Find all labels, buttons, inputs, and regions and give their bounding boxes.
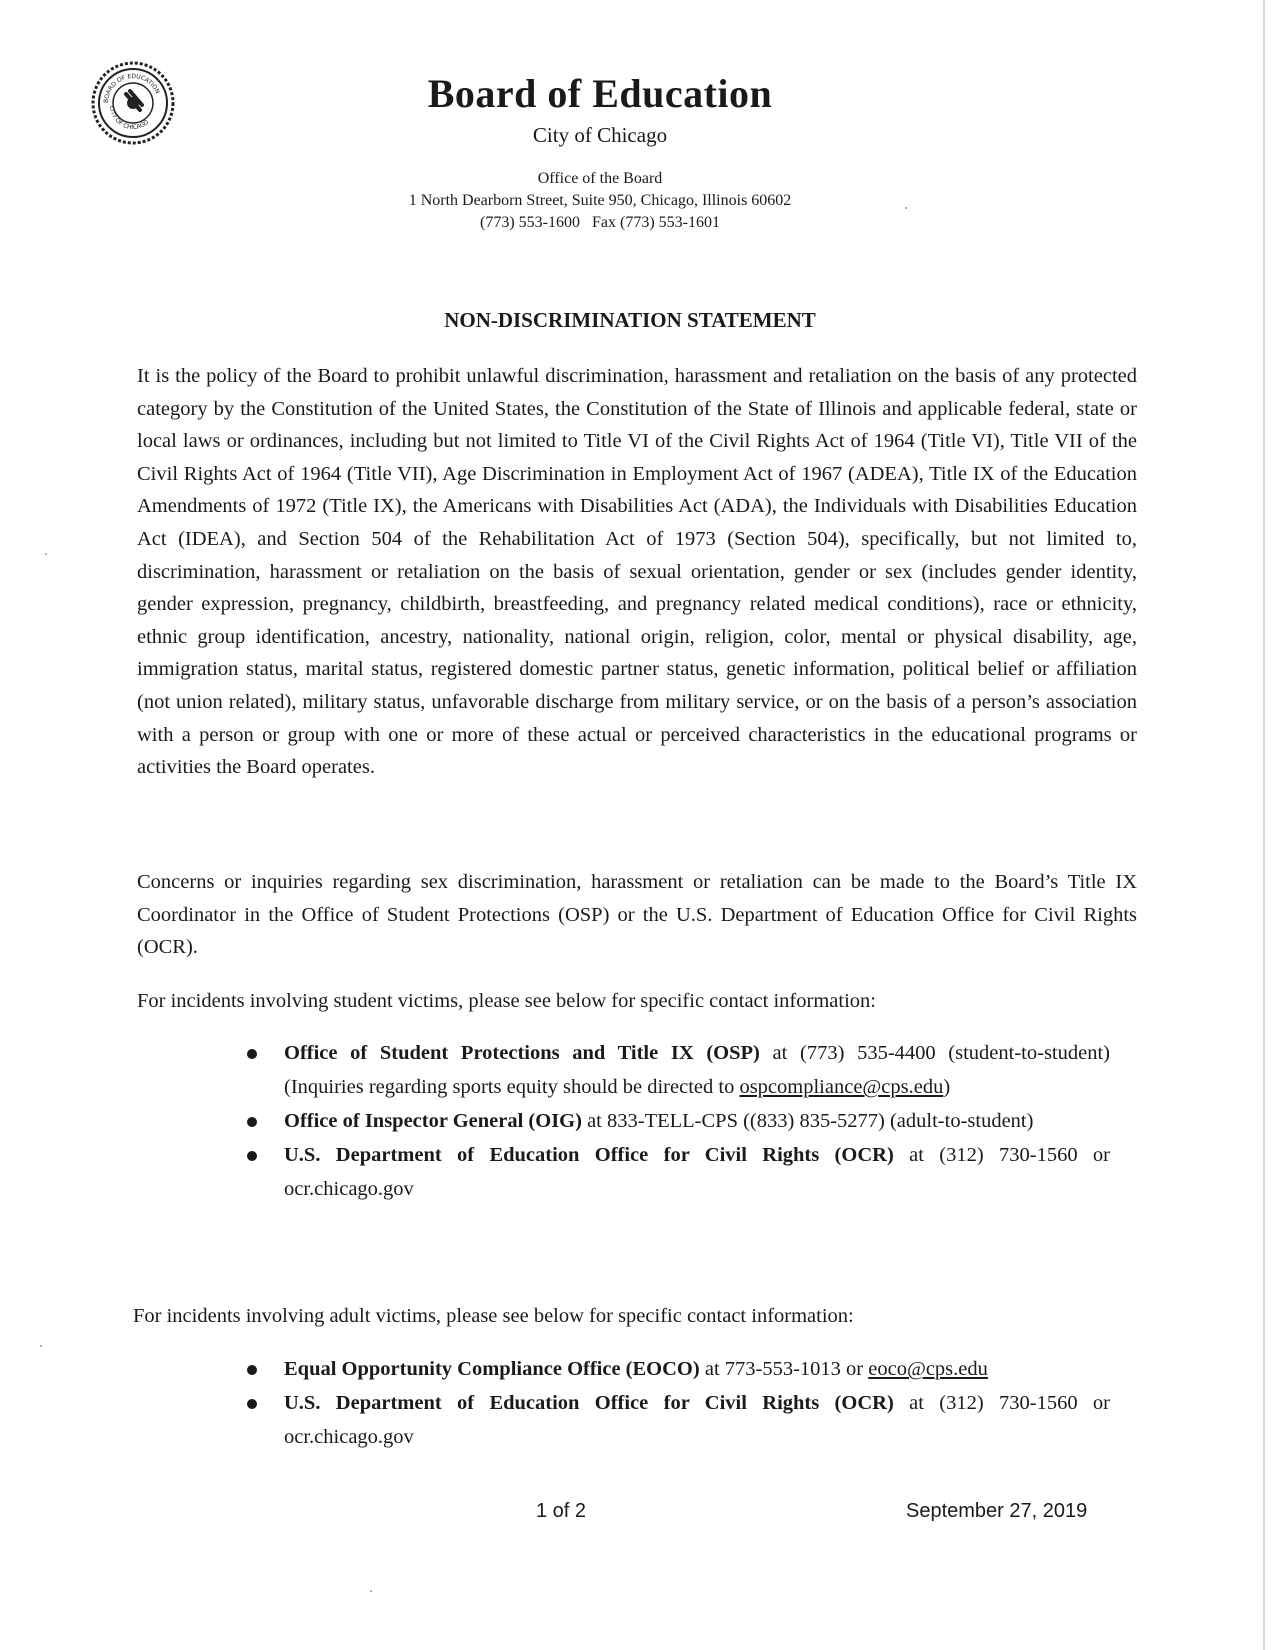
bullet-icon [247, 1117, 257, 1127]
letterhead [300, 70, 900, 234]
contact-name: Equal Opportunity Compliance Office (EOCO) [284, 1358, 700, 1380]
policy-paragraph: It is the policy of the Board to prohibit unlawful discrimination, harassment and retaliation on the basis of any protected category by the Constitution of the United States, the Constitution of the State of Illinois and applicable federal, state or local laws or ordinances, including but not limited to Title VI of the Civil Rights Act of 1964 (Title VI), Title VII of the Civil Rights Act of 1964 (Title VII), Age Discrimination in Employment Act of 1967 (ADEA), Title IX of the Education Amendments of 1972 (Title IX), the Americans with Disabilities Act (ADA), the Individuals with Disabilities Education Act (IDEA), and Section 504 of the Rehabilitation Act of 1973 (Section 504), specifically, but not limited to, discrimination, harassment or retaliation on the basis of sexual orientation, gender or sex (includes gender identity, gender expression, pregnancy, childbirth, breastfeeding, and pregnancy related medical conditions), race or ethnicity, ethnic group identification, ancestry, nationality, national origin, religion, color, mental or physical disability, age, immigration status, marital status, registered domestic partner status, genetic information, political belief or affiliation (not union related), military status, unfavorable discharge from military service, or on the basis of a person’s association with a person or group with one or more of these actual or perceived characteristics in the educational programs or activities the Board operates. [137, 365, 1137, 779]
bullet-icon [247, 1399, 257, 1409]
contact-details: at 773-553-1013 or [699, 1358, 869, 1380]
concerns-paragraph: Concerns or inquiries regarding sex discrimination, harassment or retaliation can be made to the Board’s Title IX Coordinator in the Office of Student Protections (OSP) or the U.S. Department of Education Office for Civil Rights (OCR). [137, 871, 1137, 959]
bullet-icon [247, 1365, 257, 1375]
document-heading: NON-DISCRIMINATION STATEMENT [444, 308, 816, 332]
board-seal-logo [88, 58, 178, 148]
student-contact-list [240, 1036, 1110, 1206]
bullet-icon [247, 1151, 257, 1161]
board-title: Board of Education [427, 71, 773, 116]
list-item [240, 1352, 1110, 1386]
contact-name: Office of Student Protections and Title IX (OSP) [284, 1042, 760, 1064]
contact-details: at (773) 535-4400 (student-to-student) (Inquiries regarding sports equity should be directed to [284, 1042, 1110, 1098]
seal-text-top: BOARD OF EDUCATION [102, 72, 161, 104]
page-number: 1 of 2 [536, 1500, 587, 1522]
bullet-icon [247, 1049, 257, 1059]
adult-contact-list [240, 1352, 1110, 1454]
list-item [240, 1036, 1110, 1104]
seal-text-bottom: CITY OF CHICAGO [107, 105, 151, 132]
contact-name: U.S. Department of Education Office for Civil Rights (OCR) [284, 1392, 894, 1414]
contact-name: Office of Inspector General (OIG) [284, 1110, 582, 1132]
office-contact-block [300, 168, 900, 234]
office-name: Office of the Board [537, 170, 663, 187]
adult-victims-intro: For incidents involving adult victims, please see below for specific contact information: [133, 1305, 854, 1327]
svg-text:CITY OF CHICAGO [108, 105, 151, 131]
scan-speck [40, 1345, 42, 1347]
contact-details: at (312) 730-1560 or ocr.chicago.gov [284, 1392, 1110, 1448]
document-date: September 27, 2019 [906, 1500, 1088, 1522]
list-item [240, 1104, 1110, 1138]
student-victims-intro: For incidents involving student victims, please see below for specific contact information: [137, 990, 876, 1012]
contact-name: U.S. Department of Education Office for Civil Rights (OCR) [284, 1144, 894, 1166]
contact-details: at 833-TELL-CPS ((833) 835-5277) (adult-to-student) [581, 1110, 1034, 1132]
scan-speck [370, 1590, 372, 1592]
contact-suffix: ) [943, 1076, 951, 1098]
office-phone-fax: (773) 553-1600 Fax (773) 553-1601 [480, 214, 720, 231]
email-link[interactable]: ospcompliance@cps.edu [739, 1076, 944, 1098]
list-item [240, 1386, 1110, 1454]
email-link[interactable]: eoco@cps.edu [868, 1358, 988, 1380]
scan-page-edge [1263, 0, 1265, 1650]
scan-speck [45, 553, 47, 555]
scan-speck [905, 207, 907, 209]
list-item [240, 1138, 1110, 1206]
board-subtitle: City of Chicago [532, 123, 668, 147]
contact-details: at (312) 730-1560 or ocr.chicago.gov [284, 1144, 1110, 1200]
office-address: 1 North Dearborn Street, Suite 950, Chicago, Illinois 60602 [408, 192, 792, 209]
